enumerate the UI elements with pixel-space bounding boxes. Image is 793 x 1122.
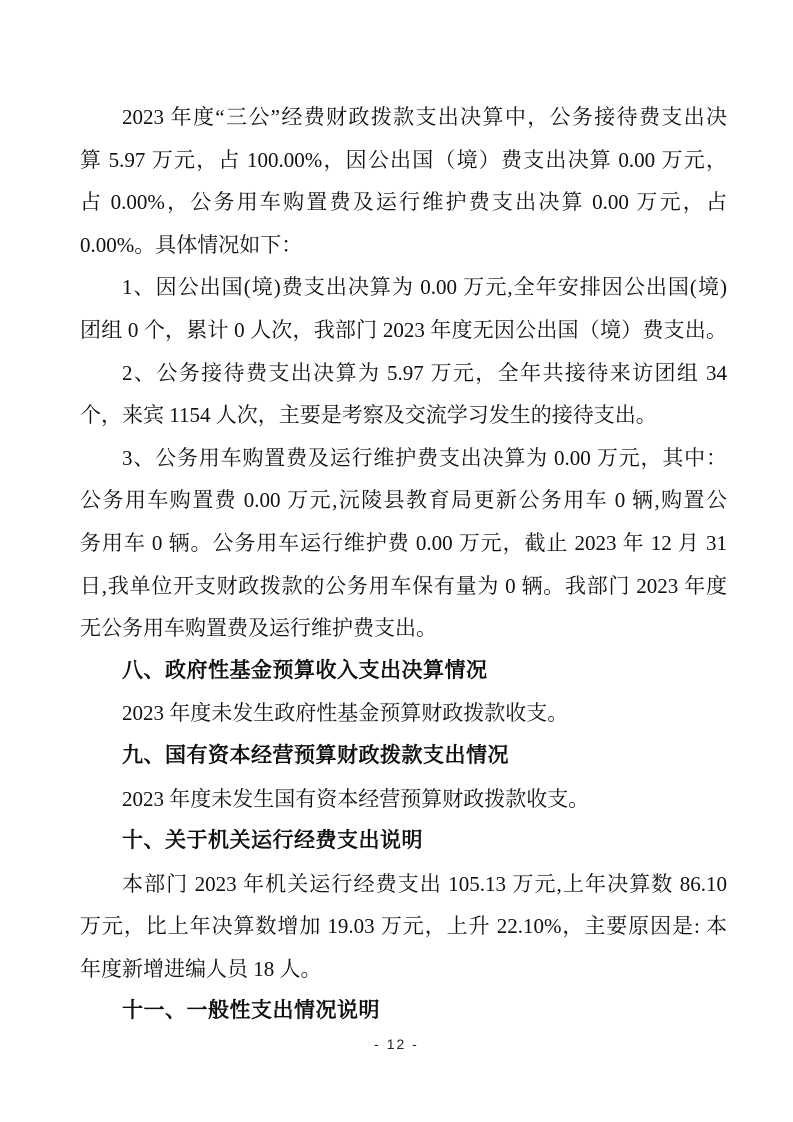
paragraph-line: 万元，比上年决算数增加 19.03 万元，上升 22.10%，主要原因是: 本 bbox=[80, 914, 727, 939]
paragraph-line: 日,我单位开支财政拨款的公务用车保有量为 0 辆。我部门 2023 年度 bbox=[80, 573, 727, 598]
paragraph-line: 3、公务用车购置费及运行维护费支出决算为 0.00 万元，其中： bbox=[122, 445, 727, 470]
paragraph-line: 团组 0 个，累计 0 人次，我部门 2023 年度无因公出国（境）费支出。 bbox=[80, 317, 727, 342]
section-heading-10: 十、关于机关运行经费支出说明 bbox=[122, 829, 423, 853]
paragraph-line: 1、因公出国(境)费支出决算为 0.00 万元,全年安排因公出国(境) bbox=[122, 275, 727, 300]
section-heading-11: 十一、一般性支出情况说明 bbox=[122, 999, 380, 1023]
paragraph-line: 2、公务接待费支出决算为 5.97 万元，全年共接待来访团组 34 bbox=[122, 360, 727, 385]
paragraph-line: 务用车 0 辆。公务用车运行维护费 0.00 万元，截止 2023 年 12 月 31 bbox=[80, 530, 727, 555]
section-heading-9: 九、国有资本经营预算财政拨款支出情况 bbox=[122, 743, 509, 767]
paragraph-line: 年度新增进编人员 18 人。 bbox=[80, 956, 322, 981]
paragraph-line: 2023 年度未发生政府性基金预算财政拨款收支。 bbox=[122, 701, 569, 726]
page-number: - 12 - bbox=[374, 1036, 419, 1052]
section-heading-8: 八、政府性基金预算收入支出决算情况 bbox=[122, 658, 488, 682]
document-body bbox=[80, 96, 727, 1033]
paragraph-line: 算 5.97 万元，占 100.00%，因公出国（境）费支出决算 0.00 万元， bbox=[80, 147, 727, 172]
paragraph-line: 2023 年度未发生国有资本经营预算财政拨款收支。 bbox=[122, 786, 590, 811]
paragraph-line: 占 0.00%，公务用车购置费及运行维护费支出决算 0.00 万元，占 bbox=[80, 190, 727, 215]
paragraph-line: 无公务用车购置费及运行维护费支出。 bbox=[80, 616, 437, 641]
paragraph-line: 0.00%。具体情况如下： bbox=[80, 232, 303, 257]
paragraph-line: 公务用车购置费 0.00 万元,沅陵县教育局更新公务用车 0 辆,购置公 bbox=[80, 488, 727, 513]
paragraph-line: 个，来宾 1154 人次，主要是考察及交流学习发生的接待支出。 bbox=[80, 403, 657, 428]
paragraph-line: 2023 年度“三公”经费财政拨款支出决算中，公务接待费支出决 bbox=[122, 105, 727, 129]
paragraph-line: 本部门 2023 年机关运行经费支出 105.13 万元,上年决算数 86.10 bbox=[122, 871, 727, 896]
